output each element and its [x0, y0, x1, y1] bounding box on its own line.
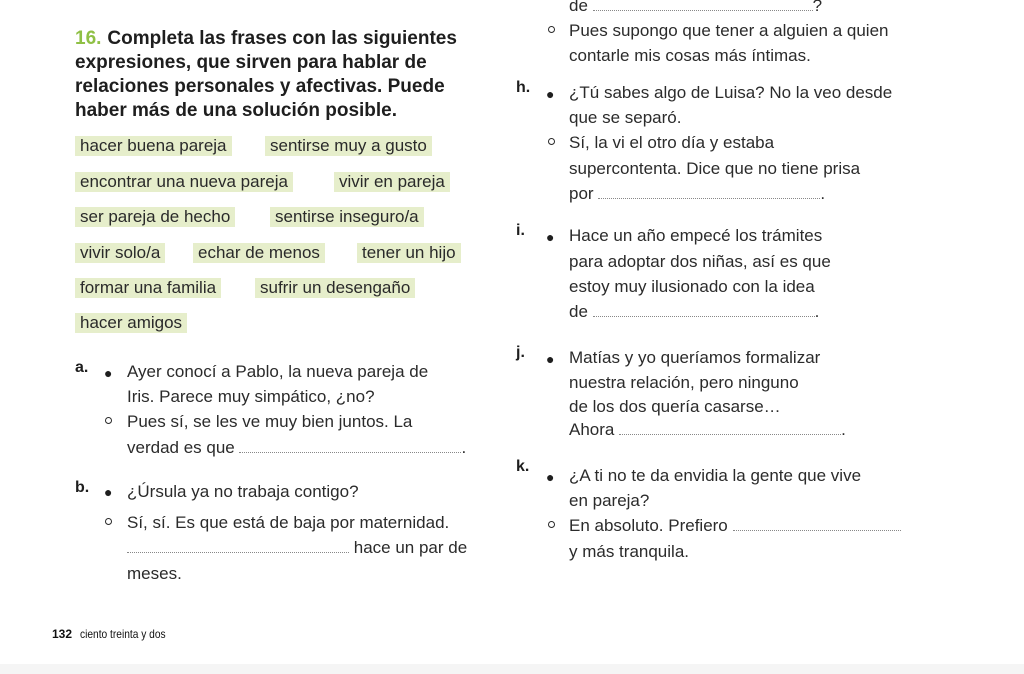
question-bullet-icon: ● [546, 86, 555, 102]
question-line: que se separó. [569, 108, 682, 127]
exercise-number: 16. [75, 28, 102, 49]
expression-chip: encontrar una nueva pareja [75, 172, 293, 192]
question-bullet-icon: ● [546, 229, 555, 245]
question-line: Hace un año empecé los trámites [569, 226, 823, 245]
answer-blank[interactable] [593, 302, 815, 317]
answer-blank[interactable] [619, 420, 841, 435]
question-text: de [569, 0, 588, 15]
reply-text: por [569, 184, 594, 203]
reply-ring-icon [105, 518, 112, 525]
question-punct: . [841, 420, 846, 439]
reply-line [127, 536, 467, 560]
answer-blank[interactable] [239, 438, 461, 453]
question-bullet-icon: ● [104, 365, 113, 381]
reply-line: Sí, sí. Es que está de baja por maternidad. [127, 513, 450, 532]
question-line: de los dos quería casarse… [569, 397, 781, 416]
reply-ring-icon [548, 521, 555, 528]
question-punct: . [814, 302, 820, 321]
item-letter: b. [75, 479, 90, 496]
reply-punct: . [820, 184, 826, 203]
question-line: para adoptar dos niñas, así es que [569, 252, 831, 271]
reply-punct: . [461, 438, 467, 457]
reply-line [569, 514, 901, 538]
exercise-instructions [75, 27, 495, 123]
answer-blank[interactable] [127, 538, 349, 553]
reply-ring-icon [548, 26, 555, 33]
reply-text: verdad es que [127, 438, 235, 457]
question-line [569, 0, 822, 18]
expression-chip: sufrir un desengaño [255, 278, 415, 298]
exercise-title-text: Completa las frases con las siguientes expresiones, que sirven para hablar de relaciones personales y afectivas. Puede haber más de una solución posible. [75, 28, 457, 121]
question-line: estoy muy ilusionado con la idea [569, 277, 815, 296]
item-letter: h. [516, 79, 531, 96]
question-text: Ahora [569, 420, 615, 439]
question-line [569, 418, 846, 442]
expression-chip: vivir solo/a [75, 243, 165, 263]
expression-chip: tener un hijo [357, 243, 461, 263]
page-number-text: ciento treinta y dos [80, 627, 166, 641]
question-bullet-icon: ● [546, 469, 555, 485]
item-letter: i. [516, 222, 525, 239]
item-letter: a. [75, 359, 89, 376]
reply-line: Pues sí, se les ve muy bien juntos. La [127, 412, 413, 431]
expression-chip: sentirse inseguro/a [270, 207, 424, 227]
reply-line: meses. [127, 564, 182, 583]
question-line: Matías y yo queríamos formalizar [569, 348, 821, 367]
question-line: nuestra relación, pero ninguno [569, 373, 799, 392]
page-bottom-edge [0, 664, 1024, 674]
expression-chip: hacer amigos [75, 313, 187, 333]
question-line: Ayer conocí a Pablo, la nueva pareja de [127, 362, 429, 381]
reply-line: Sí, la vi el otro día y estaba [569, 133, 775, 152]
reply-line [569, 182, 825, 206]
expression-chip: formar una familia [75, 278, 221, 298]
answer-blank[interactable] [733, 516, 901, 531]
question-bullet-icon: ● [546, 351, 555, 367]
question-text: de [569, 302, 588, 321]
question-punct: ? [812, 0, 823, 15]
answer-blank[interactable] [598, 184, 820, 199]
expression-chip: vivir en pareja [334, 172, 450, 192]
reply-line [127, 436, 466, 460]
expression-chip: sentirse muy a gusto [265, 136, 432, 156]
reply-line: contarle mis cosas más íntimas. [569, 46, 811, 65]
reply-line: y más tranquila. [569, 542, 689, 561]
answer-blank[interactable] [593, 0, 813, 11]
expression-chip: echar de menos [193, 243, 325, 263]
question-bullet-icon: ● [104, 484, 113, 500]
item-letter: j. [516, 344, 525, 361]
question-line: ¿Tú sabes algo de Luisa? No la veo desde [569, 83, 893, 102]
reply-ring-icon [548, 138, 555, 145]
expression-chip: ser pareja de hecho [75, 207, 235, 227]
reply-line: Pues supongo que tener a alguien a quien [569, 21, 889, 40]
reply-text: hace un par de [353, 538, 468, 557]
reply-line: supercontenta. Dice que no tiene prisa [569, 159, 861, 178]
item-letter: k. [516, 458, 530, 475]
reply-text: En absoluto. Prefiero [569, 516, 728, 535]
question-line [569, 300, 819, 324]
question-line: ¿A ti no te da envidia la gente que vive [569, 466, 862, 485]
expression-chip: hacer buena pareja [75, 136, 232, 156]
page-number: 132 [52, 627, 73, 641]
reply-ring-icon [105, 417, 112, 424]
question-line: en pareja? [569, 491, 650, 510]
question-line: ¿Úrsula ya no trabaja contigo? [127, 482, 359, 501]
question-line: Iris. Parece muy simpático, ¿no? [127, 387, 375, 406]
